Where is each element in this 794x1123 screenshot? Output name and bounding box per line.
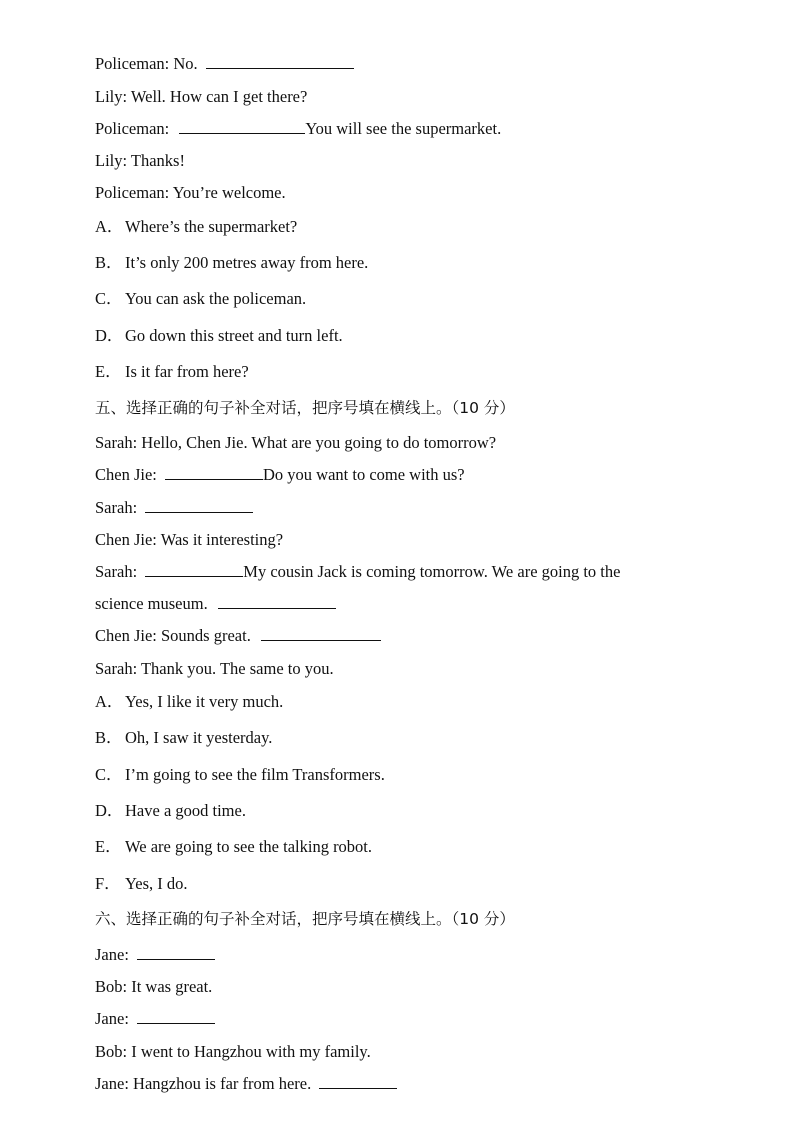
option-text: Where’s the supermarket?	[125, 217, 298, 236]
dialogue-line: Lily: Well. How can I get there?	[95, 87, 308, 106]
answer-blank[interactable]	[137, 945, 215, 960]
dialogue-text: Policeman: No.	[95, 54, 198, 73]
option-item	[95, 326, 343, 346]
option-item	[95, 765, 385, 785]
dialogue-line	[95, 465, 465, 485]
dialogue-text: science museum.	[95, 594, 208, 613]
option-item	[95, 362, 249, 382]
option-letter: D．	[95, 326, 124, 345]
section-heading: 五、选择正确的句子补全对话，把序号填在横线上。（10 分）	[95, 399, 515, 417]
answer-blank[interactable]	[179, 119, 305, 134]
dialogue-text: You will see the supermarket.	[305, 119, 502, 138]
option-text: Yes, I like it very much.	[125, 692, 284, 711]
dialogue-line: Bob: It was great.	[95, 977, 213, 996]
option-letter: E．	[95, 362, 122, 381]
option-item	[95, 692, 283, 712]
option-text: You can ask the policeman.	[125, 289, 307, 308]
answer-blank[interactable]	[145, 498, 253, 513]
option-text: Have a good time.	[125, 801, 246, 820]
option-letter: B．	[95, 728, 123, 747]
dialogue-line	[95, 1009, 215, 1029]
dialogue-line: Sarah: Thank you. The same to you.	[95, 659, 334, 678]
option-item	[95, 289, 306, 309]
option-text: I’m going to see the film Transformers.	[125, 765, 385, 784]
option-letter: B．	[95, 253, 123, 272]
option-item	[95, 801, 246, 821]
answer-blank[interactable]	[145, 562, 243, 577]
dialogue-text: Sarah:	[95, 498, 138, 517]
option-item	[95, 874, 188, 894]
option-text: It’s only 200 metres away from here.	[125, 253, 369, 272]
answer-blank[interactable]	[206, 54, 354, 69]
option-text: Is it far from here?	[125, 362, 249, 381]
dialogue-line: Lily: Thanks!	[95, 151, 185, 170]
dialogue-text: Policeman:	[95, 119, 170, 138]
dialogue-line: Policeman: You’re welcome.	[95, 183, 286, 202]
answer-blank[interactable]	[319, 1074, 397, 1089]
dialogue-text: Jane: Hangzhou is far from here.	[95, 1074, 312, 1093]
dialogue-line	[95, 562, 620, 582]
option-letter: D．	[95, 801, 124, 820]
option-letter: A．	[95, 217, 124, 236]
option-letter: C．	[95, 289, 123, 308]
answer-blank[interactable]	[261, 626, 381, 641]
dialogue-text: Chen Jie:	[95, 465, 157, 484]
dialogue-line	[95, 54, 354, 74]
option-letter: C．	[95, 765, 123, 784]
option-item	[95, 217, 297, 237]
option-text: We are going to see the talking robot.	[125, 837, 373, 856]
answer-blank[interactable]	[165, 465, 263, 480]
dialogue-text: Sarah:	[95, 562, 138, 581]
dialogue-line	[95, 1074, 397, 1094]
dialogue-text: Chen Jie: Sounds great.	[95, 626, 251, 645]
dialogue-text: Do you want to come with us?	[263, 465, 465, 484]
option-text: Oh, I saw it yesterday.	[125, 728, 273, 747]
dialogue-line: Chen Jie: Was it interesting?	[95, 530, 284, 549]
dialogue-line	[95, 119, 501, 139]
option-item	[95, 837, 372, 857]
dialogue-line: Bob: I went to Hangzhou with my family.	[95, 1042, 371, 1061]
dialogue-line	[95, 594, 336, 614]
option-item	[95, 253, 368, 273]
answer-blank[interactable]	[137, 1009, 215, 1024]
option-letter: E．	[95, 837, 122, 856]
dialogue-text: Jane:	[95, 1009, 129, 1028]
dialogue-line	[95, 626, 381, 646]
dialogue-line	[95, 945, 215, 965]
dialogue-text: Jane:	[95, 945, 129, 964]
dialogue-line: Sarah: Hello, Chen Jie. What are you going to do tomorrow?	[95, 433, 497, 452]
option-letter: A．	[95, 692, 124, 711]
dialogue-line	[95, 498, 253, 518]
option-text: Go down this street and turn left.	[125, 326, 343, 345]
dialogue-text: My cousin Jack is coming tomorrow. We are going to the	[243, 562, 621, 581]
option-item	[95, 728, 272, 748]
section-heading: 六、选择正确的句子补全对话，把序号填在横线上。（10 分）	[95, 910, 515, 928]
option-letter: F．	[95, 874, 121, 893]
option-text: Yes, I do.	[125, 874, 188, 893]
answer-blank[interactable]	[218, 594, 336, 609]
